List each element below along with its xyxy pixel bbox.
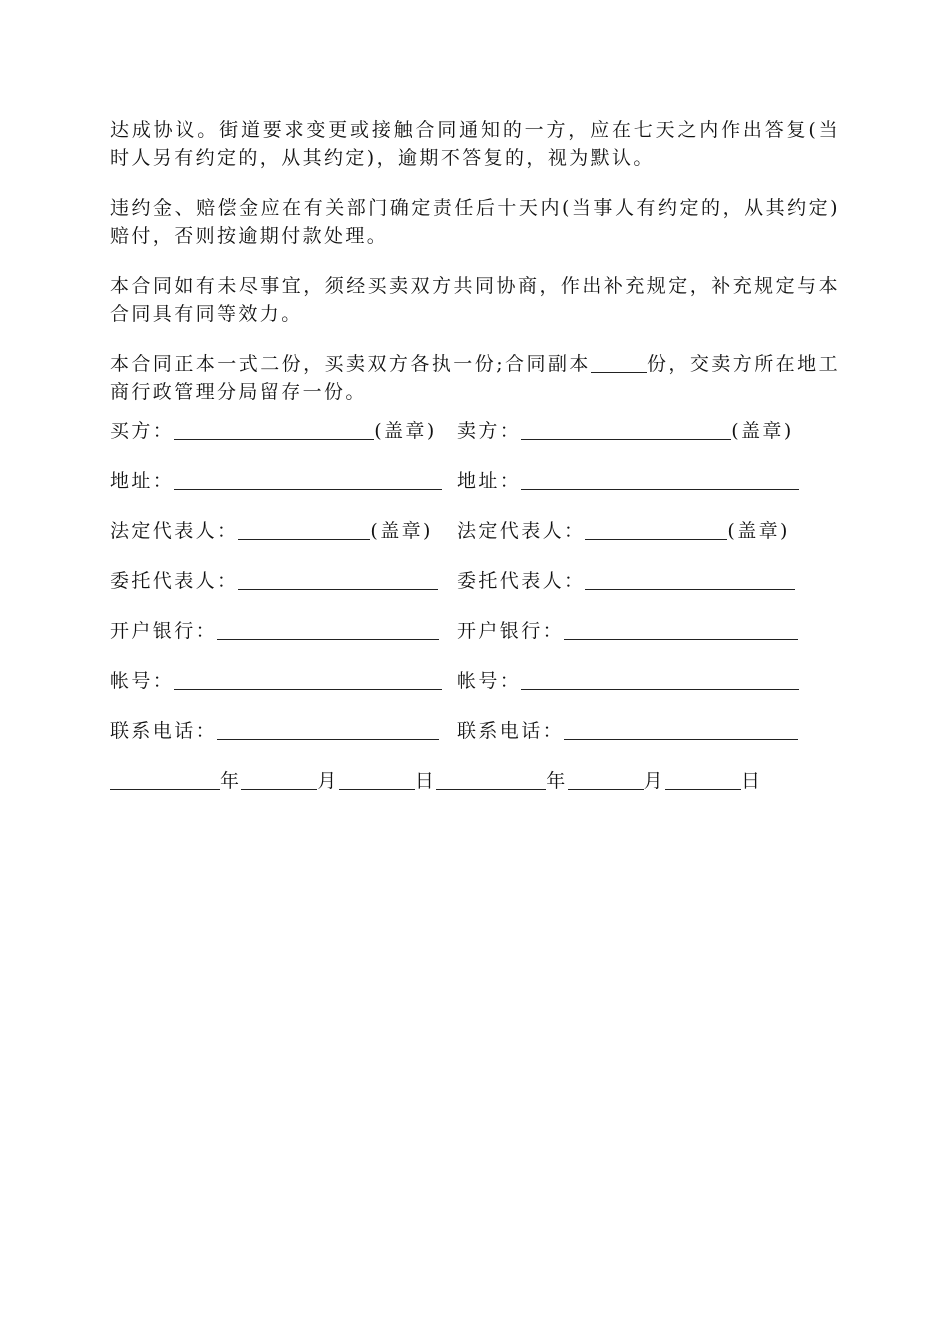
paragraph-penalty: 违约金、赔偿金应在有关部门确定责任后十天内(当事人有约定的，从其约定)赔付，否则按逾期付款处理。 <box>110 197 840 247</box>
seller-phone-cell <box>457 716 798 743</box>
seller-day-blank <box>665 769 741 790</box>
buyer-phone-blank <box>217 719 439 740</box>
buyer-bank-label: 开户银行： <box>110 620 218 642</box>
contract-page <box>110 116 840 792</box>
buyer-agent-label: 委托代表人： <box>110 570 239 592</box>
buyer-address-blank <box>174 469 442 490</box>
buyer-account-label: 帐号： <box>110 670 175 692</box>
seller-seal: (盖章) <box>731 420 794 442</box>
paragraph-copies <box>110 350 840 406</box>
buyer-month-blank <box>241 769 317 790</box>
buyer-agent-blank <box>238 569 438 590</box>
buyer-month-label: 月 <box>317 770 339 792</box>
copies-text-after: 份，交卖方所在地工商行政管理分局留存一份。 <box>110 353 840 403</box>
buyer-legal-rep-blank <box>238 519 370 540</box>
seller-legal-rep-seal: (盖章) <box>727 520 790 542</box>
date-row <box>110 766 762 793</box>
seller-month-blank <box>568 769 644 790</box>
buyer-phone-label: 联系电话： <box>110 720 218 742</box>
buyer-bank-cell <box>110 616 439 643</box>
seller-address-cell <box>457 466 799 493</box>
seller-day-label: 日 <box>741 770 763 792</box>
seller-blank <box>521 419 731 440</box>
buyer-legal-rep-seal: (盖章) <box>370 520 433 542</box>
seller-address-label: 地址： <box>457 470 522 492</box>
paragraph-supplement: 本合同如有未尽事宜，须经买卖双方共同协商，作出补充规定，补充规定与本合同具有同等效力。 <box>110 275 840 325</box>
buyer-phone-cell <box>110 716 439 743</box>
buyer-year-label: 年 <box>220 770 242 792</box>
buyer-day-label: 日 <box>414 770 437 792</box>
seller-label: 卖方： <box>457 420 522 442</box>
seller-agent-blank <box>585 569 795 590</box>
copies-text-before: 本合同正本一式二份，买卖双方各执一份;合同副本 <box>110 353 591 375</box>
seller-legal-rep-cell <box>457 516 790 543</box>
buyer-account-cell <box>110 666 442 693</box>
buyer-address-cell <box>110 466 442 493</box>
buyer-day-blank <box>339 769 415 790</box>
buyer-account-blank <box>174 669 442 690</box>
buyer-label: 买方： <box>110 420 175 442</box>
buyer-address-label: 地址： <box>110 470 175 492</box>
buyer-bank-blank <box>217 619 439 640</box>
seller-agent-cell <box>457 566 795 593</box>
seller-account-cell <box>457 666 799 693</box>
seller-account-label: 帐号： <box>457 670 522 692</box>
buyer-cell <box>110 416 437 443</box>
seller-cell <box>457 416 794 443</box>
seller-month-label: 月 <box>643 770 666 792</box>
seller-bank-label: 开户银行： <box>457 620 565 642</box>
buyer-blank <box>174 419 374 440</box>
buyer-seal: (盖章) <box>374 420 437 442</box>
seller-bank-cell <box>457 616 798 643</box>
seller-year-blank <box>436 769 546 790</box>
seller-phone-label: 联系电话： <box>457 720 565 742</box>
buyer-agent-cell <box>110 566 438 593</box>
seller-phone-blank <box>564 719 798 740</box>
buyer-legal-rep-cell <box>110 516 433 543</box>
seller-address-blank <box>521 469 799 490</box>
buyer-legal-rep-label: 法定代表人： <box>110 520 239 542</box>
copies-count-blank <box>591 352 647 373</box>
seller-bank-blank <box>564 619 798 640</box>
seller-legal-rep-blank <box>585 519 727 540</box>
buyer-year-blank <box>110 769 220 790</box>
seller-year-label: 年 <box>546 770 568 792</box>
seller-account-blank <box>521 669 799 690</box>
seller-legal-rep-label: 法定代表人： <box>457 520 586 542</box>
seller-agent-label: 委托代表人： <box>457 570 586 592</box>
paragraph-agreement: 达成协议。街道要求变更或接触合同通知的一方，应在七天之内作出答复(当时人另有约定的，从其约定)，逾期不答复的，视为默认。 <box>110 119 840 169</box>
